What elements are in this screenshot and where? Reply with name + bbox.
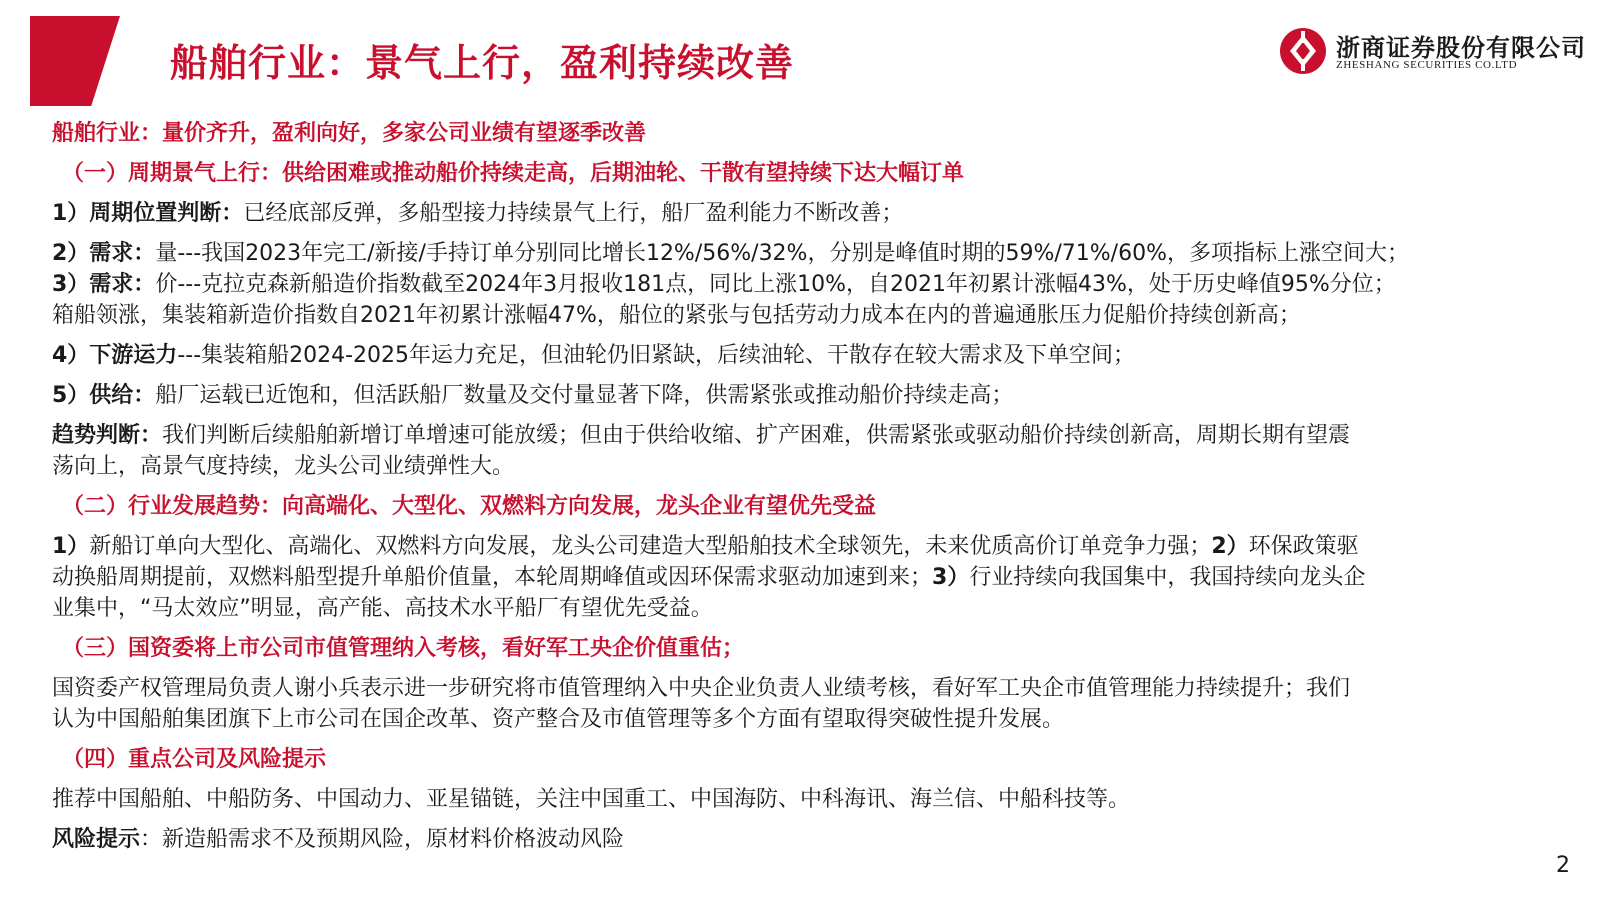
point-label: 1） [52, 534, 90, 559]
point-text: 环保政策驱 [1248, 534, 1359, 559]
risk-warning [52, 824, 1552, 855]
main-heading: 船舶行业：量价齐升，盈利向好，多家公司业绩有望逐季改善 [52, 121, 647, 146]
point-text: 已经底部反弹，多船型接力持续景气上行，船厂盈利能力不断改善； [243, 201, 904, 226]
section-3-line-1: 国资委产权管理局负责人谢小兵表示进一步研究将市值管理纳入中央企业负责人业绩考核，看好军工央企市值管理能力持续提升；我们 [52, 676, 1351, 701]
zheshang-logo-icon [1278, 26, 1328, 76]
risk-label: 风险提示 [52, 827, 141, 852]
point-label: 5）供给： [52, 383, 156, 408]
section-1-title: （一）周期景气上行：供给困难或推动船价持续走高，后期油轮、干散有望持续下达大幅订单 [62, 161, 965, 186]
logo-company-name-en: ZHESHANG SECURITIES CO.LTD [1336, 59, 1518, 71]
point-label: 3）需求： [52, 272, 156, 297]
point-downstream-capacity [52, 340, 1552, 371]
point-text: 我们判断后续船舶新增订单增速可能放缓；但由于供给收缩、扩产困难，供需紧张或驱动船价持续创新高，周期长期有望震 [162, 423, 1351, 448]
company-logo [1278, 26, 1586, 78]
point-text: ---集装箱船2024-2025年运力充足，但油轮仍旧紧缺，后续油轮、干散存在较大需求及下单空间； [177, 343, 1136, 368]
page-number: 2 [1556, 853, 1570, 878]
point-supply [52, 380, 1552, 411]
point-demand-price [52, 269, 1552, 300]
point-text: 行业持续向我国集中，我国持续向龙头企 [969, 565, 1366, 590]
risk-text: ：新造船需求不及预期风险，原材料价格波动风险 [140, 827, 625, 852]
point-label: 3） [932, 565, 970, 590]
point-demand-price-cont: 箱船领涨，集装箱新造价指数自2021年初累计涨幅47%，船位的紧张与包括劳动力成本在内的普遍通胀压力促船价持续创新高； [52, 303, 1301, 328]
point-text: 量---我国2023年完工/新接/手持订单分别同比增长12%/56%/32%，分别是峰值时期的59%/71%/60%，多项指标上涨空间大； [155, 241, 1409, 266]
section-3-title: （三）国资委将上市公司市值管理纳入考核，看好军工央企价值重估； [62, 636, 745, 661]
section-3-line-2: 认为中国船舶集团旗下上市公司在国企改革、资产整合及市值管理等多个方面有望取得突破性提升发展。 [52, 707, 1065, 732]
section-2-line-3: 业集中，“马太效应”明显，高产能、高技术水平船厂有望优先受益。 [52, 596, 713, 621]
corner-accent-shape [30, 16, 120, 106]
point-label: 2）需求： [52, 241, 156, 266]
point-demand-volume [52, 238, 1552, 269]
section-2-title: （二）行业发展趋势：向高端化、大型化、双燃料方向发展，龙头企业有望优先受益 [62, 494, 877, 519]
point-label: 4）下游运力 [52, 343, 178, 368]
slide-content [52, 118, 1552, 855]
section-4-title: （四）重点公司及风险提示 [62, 747, 327, 772]
point-text: 价---克拉克森新船造价指数截至2024年3月报收181点，同比上涨10%，自2021年初累计涨幅43%，处于历史峰值95%分位； [155, 272, 1396, 297]
point-text: 动换船周期提前，双燃料船型提升单船价值量，本轮周期峰值或因环保需求驱动加速到来； [52, 565, 933, 590]
page-title: 船舶行业：景气上行，盈利持续改善 [170, 41, 795, 85]
point-label: 1）周期位置判断： [52, 201, 244, 226]
section-2-line-2 [52, 562, 1552, 593]
point-label: 2） [1211, 534, 1249, 559]
trend-judgement [52, 420, 1552, 451]
section-2-line-1 [52, 531, 1552, 562]
point-text: 船厂运载已近饱和，但活跃船厂数量及交付量显著下降，供需紧张或推动船价持续走高； [155, 383, 1014, 408]
point-cycle-position [52, 198, 1552, 229]
logo-company-name-cn: 浙商证券股份有限公司 [1336, 34, 1586, 62]
point-label: 趋势判断： [52, 423, 163, 448]
trend-judgement-cont: 荡向上，高景气度持续，龙头公司业绩弹性大。 [52, 454, 515, 479]
point-text: 新船订单向大型化、高端化、双燃料方向发展，龙头公司建造大型船舶技术全球领先，未来优质高价订单竞争力强； [89, 534, 1212, 559]
recommendation-text: 推荐中国船舶、中船防务、中国动力、亚星锚链，关注中国重工、中国海防、中科海讯、海兰信、中船科技等。 [52, 787, 1131, 812]
